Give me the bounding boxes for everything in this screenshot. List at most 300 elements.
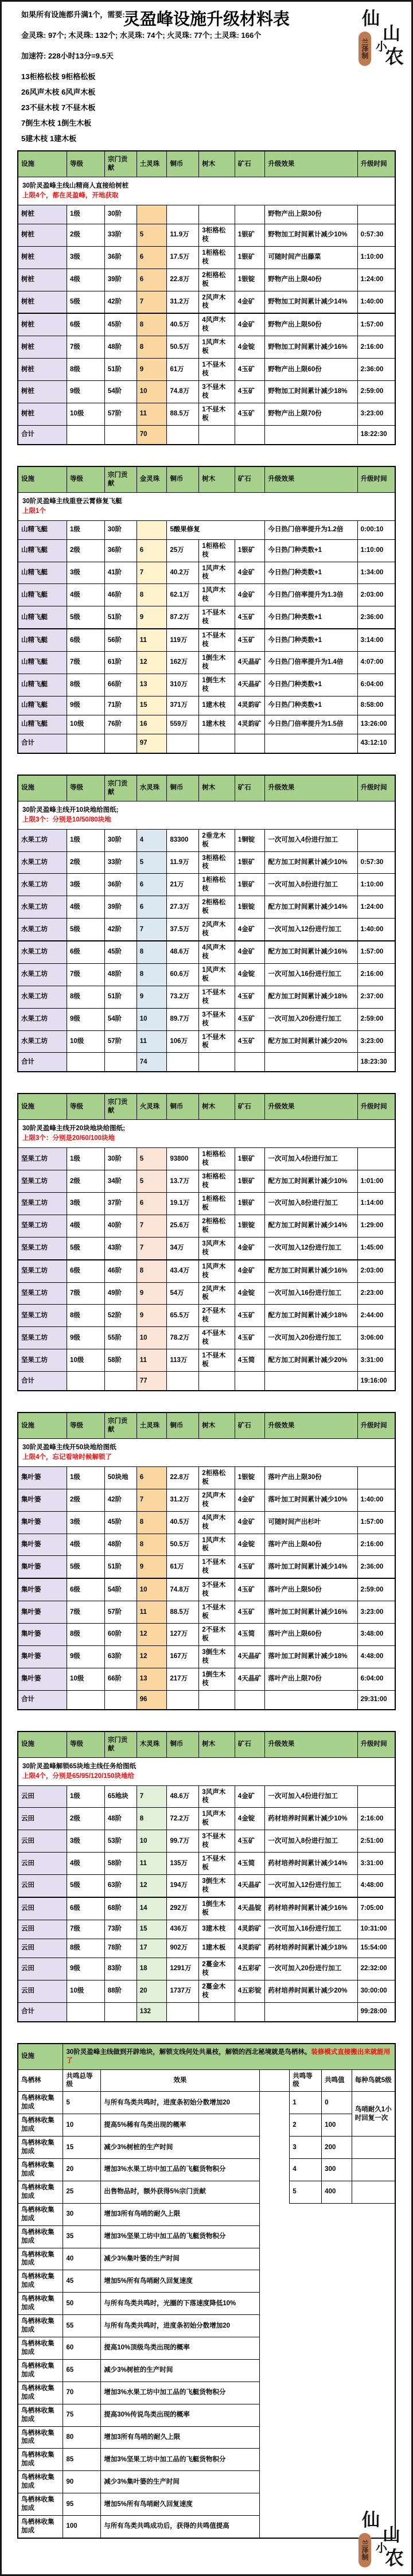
- table-row: [18, 1148, 395, 1170]
- cell: 合计: [18, 1053, 67, 1072]
- cell: 100: [322, 2114, 352, 2137]
- cell: 1级: [67, 1785, 105, 1808]
- cell: 7: [137, 1785, 167, 1808]
- cell: 45阶: [104, 1511, 137, 1534]
- cell: 鸟栖林收集加成: [18, 2203, 63, 2225]
- cell: 鸟栖林收集加成: [18, 2471, 63, 2493]
- cell: 21万: [167, 874, 199, 896]
- cell: 提高5%稀有鸟类出现的概率: [101, 2114, 259, 2137]
- cell: 20: [63, 2159, 101, 2181]
- column-header: 土灵珠: [137, 151, 167, 177]
- cell: [265, 2002, 357, 2022]
- table-row: [18, 2315, 395, 2337]
- cell: 水果工坊: [18, 874, 67, 896]
- table-row: [18, 336, 395, 359]
- cell: [265, 425, 357, 445]
- table-row: [18, 1645, 395, 1668]
- cell: 9: [137, 1305, 167, 1327]
- cell: 4级: [67, 269, 105, 291]
- cell: 371万: [167, 696, 199, 715]
- cell: 野物产出上限60份: [265, 359, 357, 381]
- cell: 16: [137, 715, 167, 734]
- cell: 3:23:00: [357, 1601, 395, 1624]
- column-header: 设施: [18, 1412, 67, 1439]
- cell: 17.5万: [167, 246, 199, 269]
- cell: 10: [63, 2114, 101, 2137]
- cell: 78阶: [104, 1939, 137, 1958]
- cell: 1级: [67, 1466, 105, 1489]
- cell: 34万: [167, 1237, 199, 1259]
- cell: [352, 2203, 395, 2225]
- cell: 今日热门种类数+1: [265, 562, 357, 584]
- cell: 合计: [18, 425, 67, 445]
- cell: 3柜格松枝: [199, 851, 235, 874]
- cell: [352, 2315, 395, 2337]
- cell: [137, 205, 167, 224]
- summary-material: 5建木枝 1建木板: [21, 134, 77, 143]
- cell: 76阶: [104, 715, 137, 734]
- cell: 提高30%传说鸟类出现的概率: [101, 2404, 259, 2426]
- note-row: [18, 1439, 395, 1467]
- cell: 4玉矿: [235, 1327, 265, 1349]
- summary-material: 23不昼木枝 7不昼木板: [21, 103, 96, 112]
- cell: 树桩: [18, 269, 67, 291]
- total-row: [18, 1053, 395, 1072]
- cell: 3:48:00: [357, 1624, 395, 1646]
- cell: 36阶: [104, 246, 137, 269]
- cell: 4天晶矿: [235, 1875, 265, 1897]
- logo-char: 小: [376, 2542, 387, 2555]
- column-header: 等级: [67, 1731, 105, 1758]
- table-row: [18, 2270, 395, 2293]
- cell: 37阶: [104, 1193, 137, 1215]
- cell: 2蔓金木枝: [199, 1958, 235, 1980]
- cell: 水果工坊: [18, 941, 67, 963]
- cell: 1:10:00: [357, 539, 395, 562]
- cell: [104, 734, 137, 753]
- cell: 46阶: [104, 1260, 137, 1282]
- logo-char: 山: [383, 2524, 400, 2545]
- cell: 30:00:00: [357, 1980, 395, 2002]
- cell: 山精飞艇: [18, 606, 67, 629]
- cell: 1:34:00: [357, 562, 395, 584]
- column-header: 共鸣等级: [290, 2069, 322, 2092]
- table-row: [18, 2382, 395, 2404]
- cell: 一次可加入8份进行加工: [265, 1193, 357, 1215]
- cell: 3级: [67, 1511, 105, 1534]
- table-row: [18, 2449, 395, 2471]
- cell: 57阶: [104, 403, 137, 425]
- cell: 10: [137, 1830, 167, 1853]
- cell: 4金锭: [235, 336, 265, 359]
- cell: 25.6万: [167, 1215, 199, 1237]
- cell: 今日热门倍率提升为1.5倍: [265, 715, 357, 734]
- note-text: 30阶灵盈峰主线开20块地块给图纸;: [22, 1125, 125, 1133]
- table-row: [18, 1980, 395, 2002]
- cell: 4金矿: [235, 1785, 265, 1808]
- cell: 2风声木枝: [199, 1489, 235, 1511]
- cell: 山精飞艇: [18, 562, 67, 584]
- cell: 鸟栖林收集加成: [18, 2382, 63, 2404]
- column-header: 等级: [67, 775, 105, 801]
- cell: 51阶: [104, 1556, 137, 1578]
- cell: 66阶: [104, 1668, 137, 1690]
- cell: 11: [137, 629, 167, 651]
- note-red-text: 装修模式直接搬出来就能用了: [66, 2048, 391, 2064]
- cell: [259, 2203, 290, 2225]
- cell: [322, 2270, 352, 2293]
- column-header: 设施: [18, 151, 67, 177]
- cell: 0:57:30: [357, 851, 395, 874]
- cell: 4级: [67, 1853, 105, 1875]
- table-row: [18, 520, 395, 539]
- cell: 2级: [67, 851, 105, 874]
- cell: 4金锭: [235, 1534, 265, 1556]
- cell: [259, 2516, 290, 2538]
- cell: 4天晶矿: [235, 1668, 265, 1690]
- cell: 1:24:00: [357, 269, 395, 291]
- cell: 42阶: [104, 291, 137, 313]
- cell: [167, 1690, 199, 1710]
- cell: 20: [137, 1980, 167, 2002]
- column-header: 铜币: [167, 775, 199, 801]
- cell: 树桩: [18, 224, 67, 246]
- cell: 9: [137, 359, 167, 381]
- cell: 野物加工时间累计减少10%: [265, 224, 357, 246]
- cell: 1不昼木枝: [199, 629, 235, 651]
- cell: 60阶: [104, 1624, 137, 1646]
- cell: 48.6万: [167, 941, 199, 963]
- column-header: 等级: [67, 1094, 105, 1120]
- cell: 8: [137, 1260, 167, 1282]
- cell: 10级: [67, 1980, 105, 2002]
- cell: 一次可加入12份进行加工: [265, 1875, 357, 1897]
- upgrade-table-tree-stump: [17, 150, 396, 445]
- cell: 58阶: [104, 1853, 137, 1875]
- table-row: [18, 313, 395, 336]
- cell: 22.8万: [167, 1466, 199, 1489]
- cell: 集叶篓: [18, 1556, 67, 1578]
- cell: 99:28:00: [357, 2002, 395, 2022]
- column-header: 设施: [18, 775, 67, 801]
- cell: 配方加工时间累计减少16%: [265, 941, 357, 963]
- table-row: [18, 584, 395, 606]
- cell: 5级: [67, 1875, 105, 1897]
- cell: 45: [63, 2270, 101, 2293]
- column-header: 升级效果: [265, 151, 357, 177]
- column-header: 等级: [67, 151, 105, 177]
- column-header: 宗门贡献: [104, 151, 137, 177]
- cell: 野物产出上限50份: [265, 313, 357, 336]
- resonance-table: [17, 2043, 396, 2539]
- cell: 34阶: [104, 1170, 137, 1193]
- cell: 9级: [67, 1327, 105, 1349]
- cell: 5级: [67, 1556, 105, 1578]
- cell: 14: [137, 1897, 167, 1920]
- cell: 山精飞艇: [18, 715, 67, 734]
- cell: 73阶: [104, 1920, 137, 1939]
- cell: 减少3%集叶篓的生产时间: [101, 2471, 259, 2493]
- cell: 5级: [67, 291, 105, 313]
- maker-seal: 兰泽制: [359, 2533, 371, 2567]
- cell: 树桩: [18, 336, 67, 359]
- cell: [352, 2449, 395, 2471]
- cell: 50: [63, 2293, 101, 2315]
- table-row: [18, 1466, 395, 1489]
- cell: [167, 1053, 199, 1072]
- cell: [199, 2002, 235, 2022]
- cell: 1不昼木板: [199, 1349, 235, 1372]
- cell: 1风声木板: [199, 963, 235, 986]
- cell: 74.8万: [167, 381, 199, 403]
- cell: 今日热门种类数+1: [265, 696, 357, 715]
- cell: 配方加工时间累计减少10%: [265, 851, 357, 874]
- column-header: 铜币: [167, 1731, 199, 1758]
- cell: 野物加工时间累计减少18%: [265, 381, 357, 403]
- cell: 4灵韵矿: [235, 696, 265, 715]
- cell: 12: [137, 1875, 167, 1897]
- upgrade-table-nut-workshop: [17, 1093, 396, 1391]
- table-row: [18, 1808, 395, 1830]
- cell: 5: [63, 2092, 101, 2114]
- cell: 落叶加工时间累计减少18%: [265, 1645, 357, 1668]
- cell: 30: [63, 2203, 101, 2225]
- cell: [199, 205, 235, 224]
- table-row: [18, 874, 395, 896]
- cell: 一次可加入20份进行加工: [265, 1327, 357, 1349]
- column-header: 宗门贡献: [104, 775, 137, 801]
- table-row: [18, 1601, 395, 1624]
- column-header: 升级效果: [265, 775, 357, 801]
- column-header: 树木: [199, 1731, 235, 1758]
- column-header: 升级时间: [357, 1412, 395, 1439]
- cell: 4玉简: [235, 1853, 265, 1875]
- cell: 10: [137, 1327, 167, 1349]
- cell: 3倒生木枝: [199, 1645, 235, 1668]
- cell: 4金锭: [235, 1282, 265, 1305]
- cell: 65: [63, 2359, 101, 2382]
- header-row: [18, 1094, 395, 1120]
- cell: 坚果工坊: [18, 1170, 67, 1193]
- cell: 3不昼木枝: [199, 1578, 235, 1601]
- cell: 1: [290, 2092, 322, 2114]
- cell: 30阶: [104, 1148, 137, 1170]
- cell: 水果工坊: [18, 919, 67, 941]
- cell: 树桩: [18, 246, 67, 269]
- cell: [352, 2404, 395, 2426]
- cell: 山精飞艇: [18, 539, 67, 562]
- cell: 87.2万: [167, 606, 199, 629]
- cell: 13: [137, 674, 167, 696]
- cell: 0:00:10: [357, 520, 395, 539]
- table-row: [18, 2114, 395, 2137]
- cell: 15: [137, 1920, 167, 1939]
- cell: 2:16:00: [357, 336, 395, 359]
- cell: 1不昼木枝: [199, 359, 235, 381]
- table-row: [18, 606, 395, 629]
- cell: [167, 425, 199, 445]
- cell: 3风声木枝: [199, 1237, 235, 1259]
- cell: 野物加工时间累计减少14%: [265, 291, 357, 313]
- cell: [259, 2248, 290, 2270]
- column-header: 效果: [101, 2069, 259, 2092]
- cell: [290, 2270, 322, 2293]
- table-row: [18, 1327, 395, 1349]
- cell: 1:40:00: [357, 919, 395, 941]
- cell: 9级: [67, 1008, 105, 1030]
- cell: 2:59:00: [357, 1578, 395, 1601]
- cell: 合计: [18, 2002, 67, 2022]
- cell: 18: [137, 1958, 167, 1980]
- cell: 4金矿: [235, 562, 265, 584]
- cell: 2:36:00: [357, 1556, 395, 1578]
- cell: 5: [137, 1170, 167, 1193]
- cell: 37.5万: [167, 919, 199, 941]
- cell: [259, 2471, 290, 2493]
- cell: 1不昼木板: [199, 1030, 235, 1053]
- cell: 3柜格松枝: [199, 224, 235, 246]
- brand-logo: [357, 5, 408, 69]
- cell: 43阶: [104, 1237, 137, 1259]
- cell: 鸟栖林收集加成: [18, 2404, 63, 2426]
- cell: 57阶: [104, 1601, 137, 1624]
- cell: 7: [137, 1215, 167, 1237]
- upgrade-table-cloud-field: [17, 1731, 396, 2022]
- upgrade-table-fruit-workshop: [17, 775, 396, 1073]
- column-header: 升级效果: [265, 466, 357, 493]
- cell: 10: [137, 381, 167, 403]
- cell: 3:31:00: [357, 1853, 395, 1875]
- cell: 75: [63, 2404, 101, 2426]
- column-header: 矿石: [235, 1094, 265, 1120]
- cell: 54万: [167, 1282, 199, 1305]
- cell: 落叶产出上限70份: [265, 1668, 357, 1690]
- cell: 60: [63, 2337, 101, 2360]
- cell: 5级: [67, 919, 105, 941]
- cell: 310万: [167, 674, 199, 696]
- cell: [322, 2449, 352, 2471]
- cell: 12: [137, 1645, 167, 1668]
- header-row: [18, 775, 395, 801]
- cell: 2:36:00: [357, 359, 395, 381]
- cell: 1风声木枝: [199, 1260, 235, 1282]
- cell: 42阶: [104, 919, 137, 941]
- cell: 7: [137, 1489, 167, 1511]
- cell: 云田: [18, 1785, 67, 1808]
- cell: 药材培养时间累计减少20%: [265, 1980, 357, 2002]
- cell: 1柜格松枝: [199, 246, 235, 269]
- table-row: [18, 1511, 395, 1534]
- cell: 山精飞艇: [18, 520, 67, 539]
- cell: 300: [322, 2159, 352, 2181]
- table-row: [18, 1282, 395, 1305]
- cell: 鸟栖林收集加成: [18, 2293, 63, 2315]
- cell: 6级: [67, 1260, 105, 1282]
- cell: 7: [137, 562, 167, 584]
- note-row: [18, 801, 395, 829]
- cell: [290, 2404, 322, 2426]
- cell: 4天晶矿: [235, 1645, 265, 1668]
- cell: 8级: [67, 1939, 105, 1958]
- cell: 6级: [67, 941, 105, 963]
- cell: 一次可加入4份进行加工: [265, 1148, 357, 1170]
- cell: 10级: [67, 1349, 105, 1372]
- table-row: [18, 2404, 395, 2426]
- cell: 52阶: [104, 1305, 137, 1327]
- cell: 1风声木板: [199, 1534, 235, 1556]
- cell: 39阶: [104, 269, 137, 291]
- total-row: [18, 425, 395, 445]
- cell: 73.2万: [167, 986, 199, 1008]
- column-header: [259, 2069, 290, 2092]
- column-header: 金灵珠: [137, 466, 167, 493]
- cell: 39阶: [104, 896, 137, 919]
- table-row: [18, 2293, 395, 2315]
- column-header: 树木: [199, 1412, 235, 1439]
- cell: 增加5%所有鸟哨耐久回复速度: [101, 2493, 259, 2516]
- cell: 51阶: [104, 986, 137, 1008]
- cell: 配方加工时间累计减少16%: [265, 1260, 357, 1282]
- cell: 48阶: [104, 1534, 137, 1556]
- cell: 2柜格松板: [199, 269, 235, 291]
- cell: 鸟栖林收集加成: [18, 2315, 63, 2337]
- cell: 4金矿: [235, 1237, 265, 1259]
- cell: [290, 2315, 322, 2337]
- upgrade-tables-section: [2, 150, 411, 2022]
- resonance-table-section: [2, 2043, 411, 2539]
- cell: 31.2万: [167, 291, 199, 313]
- cell: 7: [137, 291, 167, 313]
- cell: 1级: [67, 1148, 105, 1170]
- cell: [259, 2426, 290, 2449]
- cell: 3级: [67, 874, 105, 896]
- cell: 4玉矿: [235, 1030, 265, 1053]
- cell: 89.7万: [167, 1008, 199, 1030]
- cell: 可随时间产出杉叶: [265, 1511, 357, 1534]
- cell: 40.5万: [167, 313, 199, 336]
- cell: 药材培养时间累计减少16%: [265, 1897, 357, 1920]
- total-row: [18, 1372, 395, 1391]
- cell: 落叶加工时间累计减少10%: [265, 1489, 357, 1511]
- cell: 与所有鸟类共鸣时，光圈的下落速度降低10%: [101, 2293, 259, 2315]
- cell: 3不昼木枝: [199, 1830, 235, 1853]
- cell: 1柜格松板: [199, 1193, 235, 1215]
- cell: [290, 2337, 322, 2360]
- cell: 35: [63, 2225, 101, 2248]
- cell: 4金锭: [235, 1808, 265, 1830]
- cell: 1:57:00: [357, 1511, 395, 1534]
- cell: 8:58:00: [357, 696, 395, 715]
- cell: 1银矿: [235, 224, 265, 246]
- table-row: [18, 1030, 395, 1053]
- column-header: 铜币: [167, 1094, 199, 1120]
- cell: 2: [290, 2114, 322, 2137]
- cell: 树桩: [18, 313, 67, 336]
- cell: 配方加工时间累计减少18%: [265, 1305, 357, 1327]
- cell: 增加3%坚果工坊中加工品的飞艇货物积分: [101, 2225, 259, 2248]
- cell: [67, 2002, 105, 2022]
- cell: 88阶: [104, 1980, 137, 2002]
- column-header: 升级时间: [357, 151, 395, 177]
- cell: 云田: [18, 1939, 67, 1958]
- cell: 50.5万: [167, 1534, 199, 1556]
- cell: [290, 2203, 322, 2225]
- cell: 10: [137, 1578, 167, 1601]
- cell: 8: [137, 1534, 167, 1556]
- cell: 配方加工时间累计减少20%: [265, 1030, 357, 1053]
- column-header: 升级时间: [357, 1094, 395, 1120]
- cell: 88.5万: [167, 1601, 199, 1624]
